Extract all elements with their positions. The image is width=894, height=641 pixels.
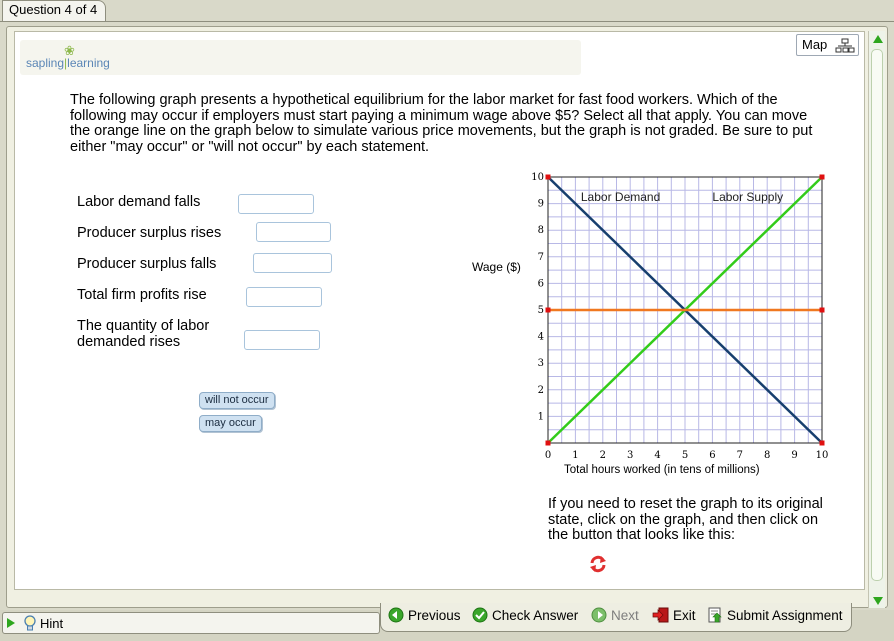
exit-label: Exit (673, 608, 696, 623)
labor-supply-label: Labor Supply (712, 189, 784, 204)
sprout-icon: ❀ (64, 43, 75, 58)
map-button[interactable] (796, 34, 859, 56)
submit-assignment-label: Submit Assignment (727, 608, 843, 623)
check-answer-button[interactable] (472, 607, 578, 625)
y-tick-label: 7 (537, 251, 544, 263)
question-text: The following graph presents a hypothetical equilibrium for the labor market for fast food workers. Which of the following may occur if employers must start paying a minimum wage above $5? Select all that apply. You can move the orange line on the graph below to simulate various price movements, but the graph is not graded. Be sure to put either "may occur" or "will not occur" by each statement. (70, 92, 813, 155)
drag-handle[interactable] (820, 175, 825, 180)
question-tab[interactable]: Question 4 of 4 (2, 0, 106, 22)
logo-text-left: sapling (26, 56, 65, 70)
statement-label: Total firm profits rise (77, 287, 207, 303)
exit-button[interactable] (652, 607, 696, 625)
may-occur-chip[interactable]: may occur (199, 415, 262, 432)
answer-drop-zone[interactable] (244, 330, 320, 350)
x-tick-label: 6 (709, 450, 716, 461)
exit-door-icon (652, 607, 669, 623)
statement-label: The quantity of labor demanded rises (77, 318, 210, 350)
labor-market-graph[interactable] (526, 168, 836, 464)
y-tick-label: 5 (537, 305, 544, 316)
next-label: Next (611, 608, 639, 623)
hint-button[interactable] (2, 612, 380, 634)
y-tick-label: 6 (537, 278, 544, 290)
y-tick-label: 3 (537, 358, 544, 370)
reset-arrows-icon[interactable] (588, 554, 608, 574)
y-axis-label: Wage ($) (472, 260, 521, 274)
y-tick-label: 9 (537, 198, 544, 210)
statement-label: Producer surplus rises (77, 225, 222, 241)
x-tick-label: 7 (736, 450, 743, 461)
drag-handle[interactable] (820, 441, 825, 446)
previous-arrow-icon (388, 607, 404, 623)
reset-instructions: If you need to reset the graph to its original state, click on the graph, and then click on the button that looks like this: (548, 496, 823, 543)
x-axis-label: Total hours worked (in tens of millions) (564, 464, 760, 476)
next-button[interactable] (591, 607, 639, 625)
y-tick-label: 10 (531, 172, 544, 183)
x-tick-label: 4 (654, 450, 661, 461)
previous-button[interactable] (388, 607, 461, 625)
drag-handle[interactable] (546, 441, 551, 446)
scroll-up-arrow-icon[interactable] (873, 35, 883, 43)
answer-drop-zone[interactable] (238, 194, 314, 214)
scroll-thumb[interactable] (871, 49, 883, 581)
x-tick-label: 5 (681, 450, 689, 461)
scroll-down-arrow-icon[interactable] (873, 597, 883, 605)
y-tick-label: 4 (537, 331, 544, 343)
submit-assignment-button[interactable] (707, 607, 843, 625)
statement-label: Producer surplus falls (77, 256, 217, 272)
answer-drop-zone[interactable] (253, 253, 332, 273)
logo-text-right: learning (67, 56, 110, 70)
map-button-label: Map (802, 37, 828, 52)
lightbulb-icon (23, 615, 37, 633)
vertical-scrollbar[interactable] (868, 31, 885, 608)
sitemap-icon (835, 38, 855, 53)
x-tick-label: 8 (764, 450, 771, 461)
submit-document-icon (707, 607, 723, 623)
answer-drop-zone[interactable] (256, 222, 331, 242)
y-tick-label: 8 (537, 225, 544, 237)
statement-label: Labor demand falls (77, 194, 201, 210)
x-tick-label: 3 (627, 450, 634, 461)
hint-label: Hint (40, 616, 64, 631)
x-tick-label: 2 (599, 450, 606, 461)
x-tick-label: 1 (572, 450, 579, 461)
next-arrow-icon (591, 607, 607, 623)
sapling-logo: ❀ sapling|learning (26, 43, 110, 70)
answer-drop-zone[interactable] (246, 287, 322, 307)
checkmark-icon (472, 607, 488, 623)
check-answer-label: Check Answer (492, 608, 579, 623)
tab-divider (0, 21, 894, 22)
y-tick-label: 1 (537, 411, 544, 423)
drag-handle[interactable] (546, 175, 551, 180)
drag-handle[interactable] (820, 308, 825, 313)
x-tick-label: 0 (544, 450, 552, 461)
drag-handle[interactable] (546, 308, 551, 313)
labor-demand-label: Labor Demand (580, 189, 661, 204)
x-tick-label: 10 (815, 450, 829, 461)
will-not-occur-chip[interactable]: will not occur (199, 392, 275, 409)
x-tick-label: 9 (791, 450, 798, 461)
y-tick-label: 2 (537, 384, 544, 396)
expand-arrow-icon (7, 618, 15, 628)
previous-label: Previous (408, 608, 461, 623)
